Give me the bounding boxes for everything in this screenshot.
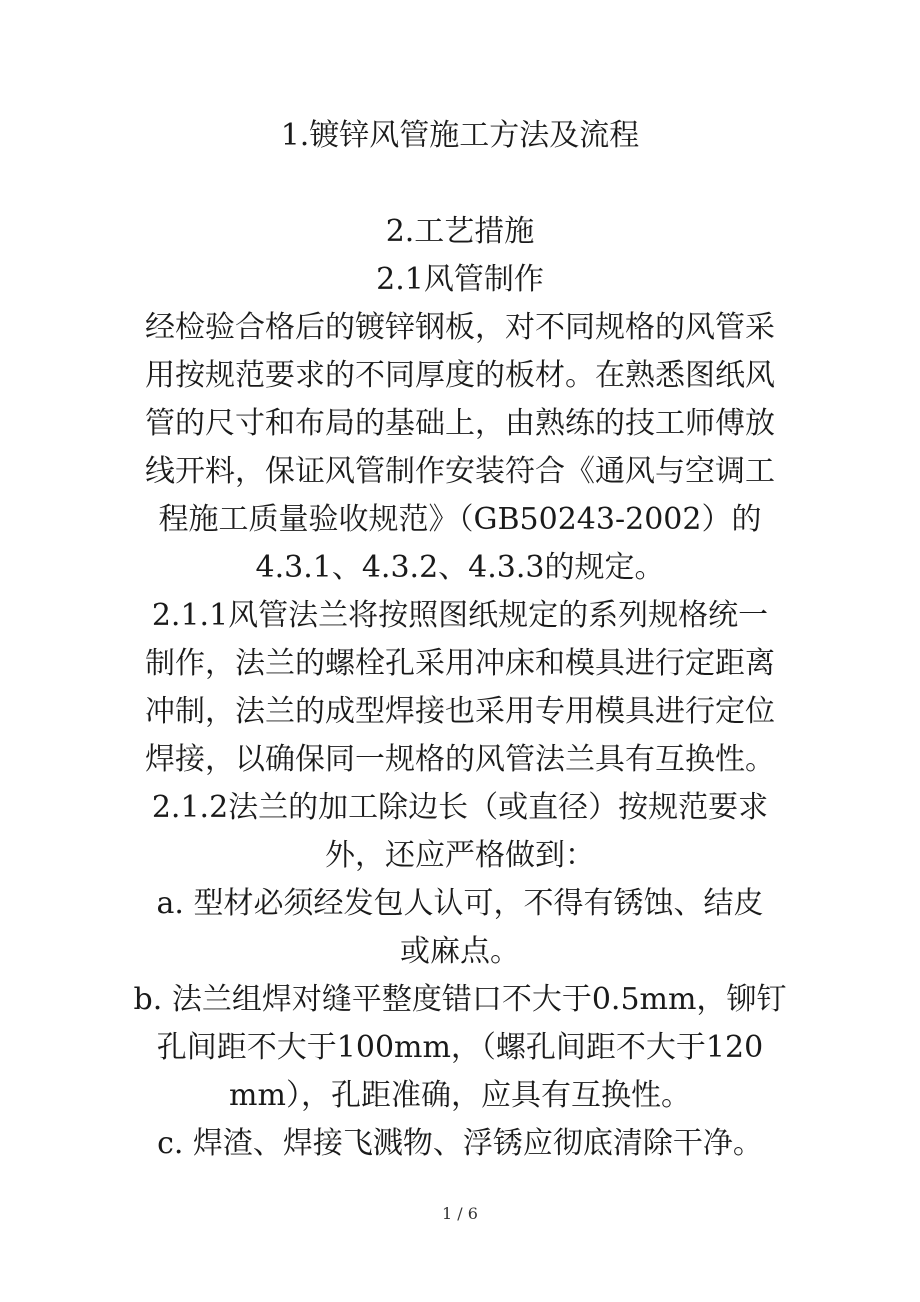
heading-2-1: 2.1风管制作 [376, 262, 544, 297]
paragraph-line: 外，还应严格做到： [325, 838, 595, 873]
list-item-a: a. 型材必须经发包人认可，不得有锈蚀、结皮 [156, 886, 764, 921]
paragraph-line: 2.1.1风管法兰将按照图纸规定的系列规格统一 [151, 598, 769, 633]
page-number: 1 / 6 [442, 1204, 478, 1223]
list-item-b-cont: mm），孔距准确，应具有互换性。 [229, 1078, 691, 1113]
paragraph-line: 冲制，法兰的成型焊接也采用专用模具进行定位 [145, 694, 775, 729]
list-item-b: b. 法兰组焊对缝平整度错口不大于0.5mm，铆钉 [133, 982, 787, 1017]
paragraph-line: 制作，法兰的螺栓孔采用冲床和模具进行定距离 [145, 646, 775, 681]
paragraph-line: 焊接，以确保同一规格的风管法兰具有互换性。 [145, 742, 775, 777]
heading-2: 2.工艺措施 [385, 214, 535, 249]
paragraph-line: 线开料，保证风管制作安装符合《通风与空调工 [145, 454, 775, 489]
list-item-c: c. 焊渣、焊接飞溅物、浮锈应彻底清除干净。 [157, 1126, 763, 1161]
list-item-b-cont: 孔间距不大于100mm，（螺孔间距不大于120 [156, 1030, 764, 1065]
paragraph-line: 经检验合格后的镀锌钢板，对不同规格的风管采 [145, 310, 775, 345]
paragraph-line: 程施工质量验收规范》（GB50243-2002）的 [158, 502, 762, 537]
paragraph-line: 2.1.2法兰的加工除边长（或直径）按规范要求 [151, 790, 769, 825]
paragraph-line: 用按规范要求的不同厚度的板材。在熟悉图纸风 [145, 358, 775, 393]
paragraph-line: 管的尺寸和布局的基础上，由熟练的技工师傅放 [145, 406, 775, 441]
list-item-a-cont: 或麻点。 [400, 934, 520, 969]
heading-1: 1.镀锌风管施工方法及流程 [280, 118, 640, 153]
paragraph-line: 4.3.1、4.3.2、4.3.3的规定。 [255, 550, 665, 585]
